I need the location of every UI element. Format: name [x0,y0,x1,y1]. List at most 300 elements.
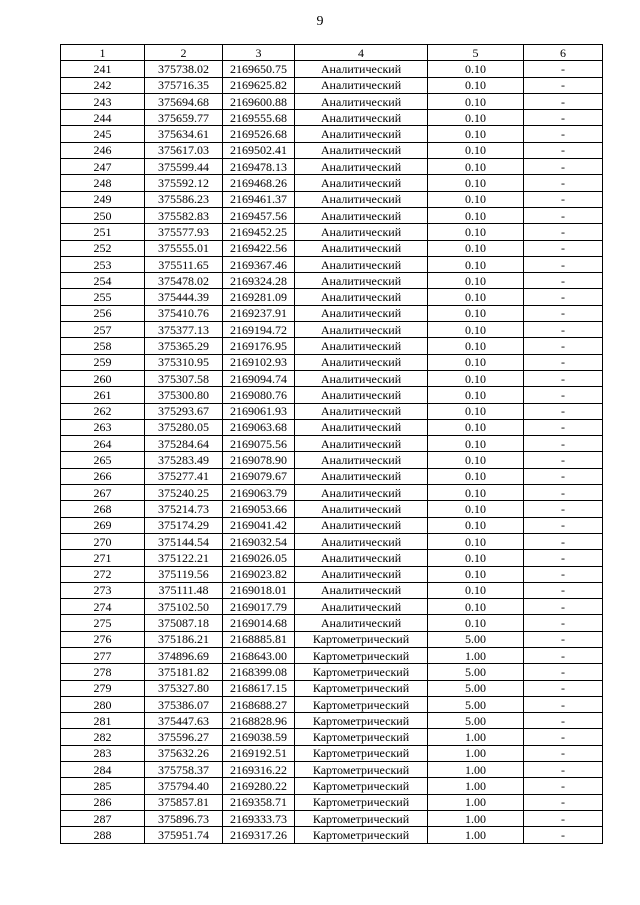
table-row [61,207,603,223]
table-cell: 2169468.26 [223,175,295,191]
table-cell: 2169625.82 [223,77,295,93]
table-row [61,191,603,207]
column-header: 2 [145,45,223,61]
table-row [61,599,603,615]
table-cell: 261 [61,387,145,403]
table-row [61,517,603,533]
table-cell: 375277.41 [145,468,223,484]
table-row [61,664,603,680]
table-cell: 258 [61,338,145,354]
table-row [61,680,603,696]
table-cell: 375617.03 [145,142,223,158]
table-cell: 2169600.88 [223,93,295,109]
table-cell: 2169102.93 [223,354,295,370]
table-row [61,142,603,158]
table-cell: 277 [61,647,145,663]
table-row [61,810,603,826]
table-cell: - [524,273,603,289]
table-row [61,533,603,549]
table-cell: 2169457.56 [223,207,295,223]
table-cell: 375307.58 [145,370,223,386]
table-cell: - [524,322,603,338]
table-cell: 2169038.59 [223,729,295,745]
table-cell: 375632.26 [145,745,223,761]
table-cell: 2169078.90 [223,452,295,468]
table-cell: 2169176.95 [223,338,295,354]
table-cell: 242 [61,77,145,93]
table-cell: - [524,501,603,517]
table-cell: 0.10 [428,370,524,386]
table-cell: Аналитический [295,110,428,126]
table-cell: - [524,142,603,158]
table-cell: 5.00 [428,696,524,712]
table-cell: - [524,582,603,598]
table-cell: Аналитический [295,387,428,403]
table-cell: 375586.23 [145,191,223,207]
table-cell: 5.00 [428,664,524,680]
table-cell: 2169018.01 [223,582,295,598]
table-cell: 0.10 [428,387,524,403]
table-cell: Аналитический [295,452,428,468]
table-row [61,77,603,93]
table-cell: 2169194.72 [223,322,295,338]
table-cell: - [524,827,603,843]
table-cell: Аналитический [295,566,428,582]
table-cell: 2168399.08 [223,664,295,680]
table-row [61,403,603,419]
table-cell: 244 [61,110,145,126]
table-row [61,338,603,354]
table-cell: 0.10 [428,289,524,305]
table-cell: - [524,810,603,826]
table-cell: 375592.12 [145,175,223,191]
table-cell: 251 [61,224,145,240]
table-cell: 248 [61,175,145,191]
table-cell: Аналитический [295,419,428,435]
table-cell: 287 [61,810,145,826]
table-cell: 252 [61,240,145,256]
table-cell: 282 [61,729,145,745]
table-cell: - [524,256,603,272]
table-row [61,224,603,240]
table-cell: 375386.07 [145,696,223,712]
page-number: 9 [316,14,324,29]
table-cell: 2169333.73 [223,810,295,826]
table-cell: 1.00 [428,762,524,778]
table-cell: 375857.81 [145,794,223,810]
table-cell: - [524,794,603,810]
table-cell: 375577.93 [145,224,223,240]
table-cell: - [524,713,603,729]
table-cell: 288 [61,827,145,843]
table-cell: 257 [61,322,145,338]
table-cell: 263 [61,419,145,435]
table-cell: 0.10 [428,354,524,370]
table-cell: 375144.54 [145,533,223,549]
table-cell: 0.10 [428,582,524,598]
table-cell: 0.10 [428,273,524,289]
table-cell: Аналитический [295,370,428,386]
table-cell: 1.00 [428,647,524,663]
table-cell: 0.10 [428,338,524,354]
table-cell: Аналитический [295,436,428,452]
table-cell: 2169075.56 [223,436,295,452]
table-row [61,615,603,631]
table-cell: 0.10 [428,305,524,321]
table-cell: 0.10 [428,550,524,566]
table-cell: - [524,93,603,109]
table-cell: 2169079.67 [223,468,295,484]
table-cell: - [524,77,603,93]
table-cell: 243 [61,93,145,109]
table-cell: 275 [61,615,145,631]
table-cell: 2168885.81 [223,631,295,647]
table-cell: 375716.35 [145,77,223,93]
table-cell: 2169422.56 [223,240,295,256]
table-row [61,713,603,729]
column-header: 1 [61,45,145,61]
column-header: 4 [295,45,428,61]
table-cell: - [524,468,603,484]
table-cell: 2169063.79 [223,485,295,501]
table-cell: 375599.44 [145,159,223,175]
table-row [61,550,603,566]
table-cell: 259 [61,354,145,370]
table-cell: 1.00 [428,827,524,843]
table-cell: Картометрический [295,680,428,696]
table-cell: 0.10 [428,517,524,533]
table-cell: - [524,729,603,745]
table-cell: 375478.02 [145,273,223,289]
table-cell: 375181.82 [145,664,223,680]
table-cell: 375102.50 [145,599,223,615]
table-cell: 286 [61,794,145,810]
table-body [61,61,603,843]
table-cell: Аналитический [295,77,428,93]
table-cell: 2169281.09 [223,289,295,305]
table-cell: 0.10 [428,142,524,158]
table-cell: 2169094.74 [223,370,295,386]
table-cell: Картометрический [295,778,428,794]
table-cell: Аналитический [295,485,428,501]
table-cell: 272 [61,566,145,582]
table-cell: - [524,778,603,794]
table-cell: Аналитический [295,191,428,207]
table-cell: 0.10 [428,468,524,484]
table-cell: - [524,305,603,321]
table-cell: 266 [61,468,145,484]
table-row [61,696,603,712]
table-cell: 0.10 [428,126,524,142]
table-row [61,501,603,517]
table-cell: 270 [61,533,145,549]
table-cell: - [524,485,603,501]
table-cell: 279 [61,680,145,696]
table-row [61,436,603,452]
table-cell: 0.10 [428,501,524,517]
table-cell: 375119.56 [145,566,223,582]
table-cell: 375300.80 [145,387,223,403]
table-cell: 285 [61,778,145,794]
table-cell: Аналитический [295,207,428,223]
table-cell: 2169061.93 [223,403,295,419]
table-cell: 2169014.68 [223,615,295,631]
table-cell: Картометрический [295,729,428,745]
table-cell: 2169053.66 [223,501,295,517]
table-cell: 5.00 [428,680,524,696]
table-cell: - [524,745,603,761]
table-cell: 2169063.68 [223,419,295,435]
table-cell: 0.10 [428,485,524,501]
table-cell: 2168688.27 [223,696,295,712]
table-cell: 375214.73 [145,501,223,517]
table-cell: - [524,224,603,240]
table-cell: 0.10 [428,566,524,582]
table-cell: Аналитический [295,61,428,77]
table-cell: - [524,387,603,403]
table-cell: 2169023.82 [223,566,295,582]
table-cell: 0.10 [428,77,524,93]
table-cell: 2169080.76 [223,387,295,403]
column-header: 5 [428,45,524,61]
table-cell: Аналитический [295,599,428,615]
table-cell: 250 [61,207,145,223]
table-row [61,419,603,435]
table-cell: 0.10 [428,533,524,549]
table-cell: 2169367.46 [223,256,295,272]
table-row [61,240,603,256]
table-cell: 2168643.00 [223,647,295,663]
table-cell: 375694.68 [145,93,223,109]
table-row [61,354,603,370]
table-cell: 375186.21 [145,631,223,647]
column-header: 6 [524,45,603,61]
table-cell: Аналитический [295,159,428,175]
table-cell: 2169017.79 [223,599,295,615]
table-cell: - [524,696,603,712]
table-cell: Картометрический [295,647,428,663]
table-cell: - [524,159,603,175]
table-cell: 375240.25 [145,485,223,501]
table-cell: 264 [61,436,145,452]
table-cell: - [524,338,603,354]
table-cell: 1.00 [428,778,524,794]
table-cell: 260 [61,370,145,386]
table-cell: Картометрический [295,631,428,647]
table-cell: 262 [61,403,145,419]
column-header: 3 [223,45,295,61]
table-cell: 271 [61,550,145,566]
table-cell: 268 [61,501,145,517]
table-cell: 375293.67 [145,403,223,419]
table-cell: 375327.80 [145,680,223,696]
table-cell: 283 [61,745,145,761]
table-cell: 375896.73 [145,810,223,826]
table-cell: - [524,452,603,468]
table-cell: 2169026.05 [223,550,295,566]
table-row [61,762,603,778]
table-cell: - [524,762,603,778]
table-cell: Аналитический [295,256,428,272]
table-cell: 375634.61 [145,126,223,142]
table-cell: 375596.27 [145,729,223,745]
table-cell: 375122.21 [145,550,223,566]
table-cell: 0.10 [428,110,524,126]
table-cell: Аналитический [295,403,428,419]
table-cell: 265 [61,452,145,468]
table-cell: 375284.64 [145,436,223,452]
table-row [61,582,603,598]
table-row [61,452,603,468]
table-cell: 0.10 [428,419,524,435]
table-cell: Аналитический [295,93,428,109]
table-cell: 0.10 [428,599,524,615]
table-cell: 375377.13 [145,322,223,338]
table-cell: 249 [61,191,145,207]
table-row [61,387,603,403]
table-row [61,647,603,663]
table-cell: 375659.77 [145,110,223,126]
table-cell: 2168617.15 [223,680,295,696]
table-cell: Аналитический [295,615,428,631]
table-cell: 0.10 [428,240,524,256]
table-cell: 0.10 [428,436,524,452]
table-cell: 0.10 [428,159,524,175]
table-cell: 284 [61,762,145,778]
table-cell: - [524,403,603,419]
table-row [61,126,603,142]
table-cell: Картометрический [295,762,428,778]
table-cell: 375444.39 [145,289,223,305]
table-cell: Аналитический [295,305,428,321]
table-cell: - [524,680,603,696]
table-cell: - [524,370,603,386]
table-cell: 2169555.68 [223,110,295,126]
table-cell: 0.10 [428,403,524,419]
table-cell: 276 [61,631,145,647]
table-cell: Картометрический [295,696,428,712]
table-cell: 253 [61,256,145,272]
table-cell: 375951.74 [145,827,223,843]
table-cell: 0.10 [428,322,524,338]
table-cell: - [524,566,603,582]
table-cell: Аналитический [295,550,428,566]
table-cell: 2169280.22 [223,778,295,794]
table-row [61,273,603,289]
table-cell: 2169316.22 [223,762,295,778]
table-cell: - [524,207,603,223]
table-cell: Аналитический [295,354,428,370]
table-cell: Аналитический [295,501,428,517]
table-cell: 273 [61,582,145,598]
table-row [61,468,603,484]
table-cell: 375310.95 [145,354,223,370]
table-cell: 280 [61,696,145,712]
table-cell: 375410.76 [145,305,223,321]
table-cell: 375174.29 [145,517,223,533]
table-row [61,745,603,761]
table-cell: Картометрический [295,745,428,761]
table-cell: 254 [61,273,145,289]
table-row [61,256,603,272]
table-cell: - [524,175,603,191]
table-row [61,778,603,794]
table-row [61,110,603,126]
table-cell: 2169237.91 [223,305,295,321]
table-cell: Аналитический [295,533,428,549]
table-cell: 375111.48 [145,582,223,598]
table-cell: Аналитический [295,224,428,240]
table-cell: - [524,126,603,142]
table-cell: Аналитический [295,289,428,305]
table-row [61,729,603,745]
table-cell: Картометрический [295,810,428,826]
table-row [61,289,603,305]
table-cell: - [524,550,603,566]
table-cell: 375555.01 [145,240,223,256]
table-cell: 2169192.51 [223,745,295,761]
table-cell: 375087.18 [145,615,223,631]
table-cell: 2169041.42 [223,517,295,533]
table-cell: 256 [61,305,145,321]
table-row [61,322,603,338]
table-cell: 0.10 [428,207,524,223]
table-row [61,370,603,386]
table-cell: - [524,664,603,680]
table-cell: 5.00 [428,713,524,729]
table-cell: - [524,240,603,256]
table-cell: 375738.02 [145,61,223,77]
table-cell: - [524,615,603,631]
table-header-row [61,45,603,61]
table-cell: 5.00 [428,631,524,647]
table-cell: 375582.83 [145,207,223,223]
table-cell: 269 [61,517,145,533]
table-cell: 375511.65 [145,256,223,272]
table-cell: Аналитический [295,338,428,354]
table-cell: 2169452.25 [223,224,295,240]
table-cell: Аналитический [295,126,428,142]
table-cell: Аналитический [295,582,428,598]
table-row [61,794,603,810]
table-cell: - [524,631,603,647]
table-cell: Картометрический [295,794,428,810]
table-cell: 1.00 [428,729,524,745]
table-cell: 281 [61,713,145,729]
table-cell: 375447.63 [145,713,223,729]
table-cell: 274 [61,599,145,615]
table-cell: Аналитический [295,142,428,158]
table-cell: - [524,647,603,663]
table-cell: 1.00 [428,810,524,826]
table-row [61,631,603,647]
table-cell: - [524,599,603,615]
table-row [61,827,603,843]
table-row [61,61,603,77]
table-cell: 0.10 [428,61,524,77]
table-cell: 0.10 [428,175,524,191]
table-cell: 375283.49 [145,452,223,468]
table-cell: Аналитический [295,517,428,533]
table-cell: 0.10 [428,224,524,240]
table-cell: 1.00 [428,745,524,761]
table-cell: 375758.37 [145,762,223,778]
table-cell: - [524,517,603,533]
table-cell: 0.10 [428,191,524,207]
table-cell: 2169461.37 [223,191,295,207]
table-cell: - [524,61,603,77]
table-cell: 241 [61,61,145,77]
